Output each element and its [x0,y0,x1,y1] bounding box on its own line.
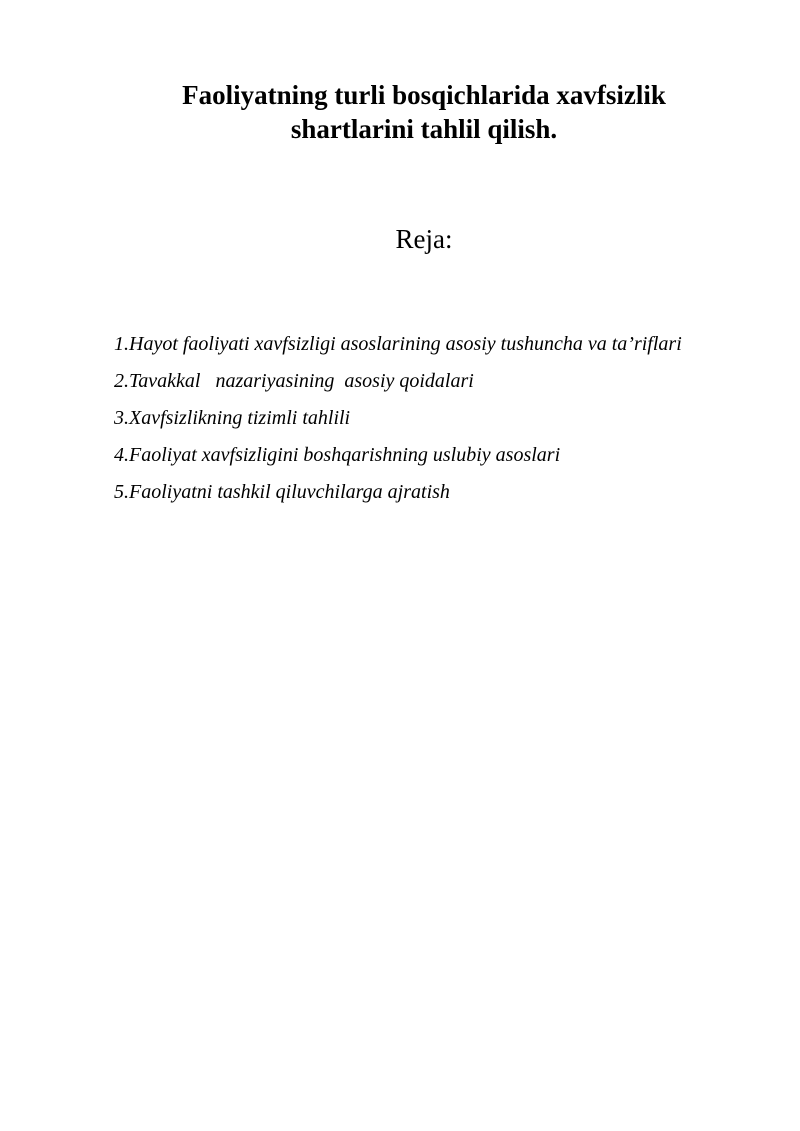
plan-item-3: 3.Xavfsizlikning tizimli tahlili [114,407,351,429]
plan-heading: Reja: [395,224,453,254]
document-title [0,78,800,146]
plan-item-5: 5.Faoliyatni tashkil qiluvchilarga ajratish [114,481,450,503]
plan-item-4: 4.Faoliyat xavfsizligini boshqarishning uslubiy asoslari [114,444,561,466]
title-line-2: shartlarini tahlil qilish. [290,114,558,144]
plan-item-1: 1.Hayot faoliyati xavfsizligi asoslarining asosiy tushuncha va ta’riflari [114,333,682,355]
title-line-1: Faoliyatning turli bosqichlarida xavfsizlik [182,80,666,110]
plan-item-2: 2.Tavakkal nazariyasining asosiy qoidalari [114,370,474,392]
plan-list [114,326,784,511]
